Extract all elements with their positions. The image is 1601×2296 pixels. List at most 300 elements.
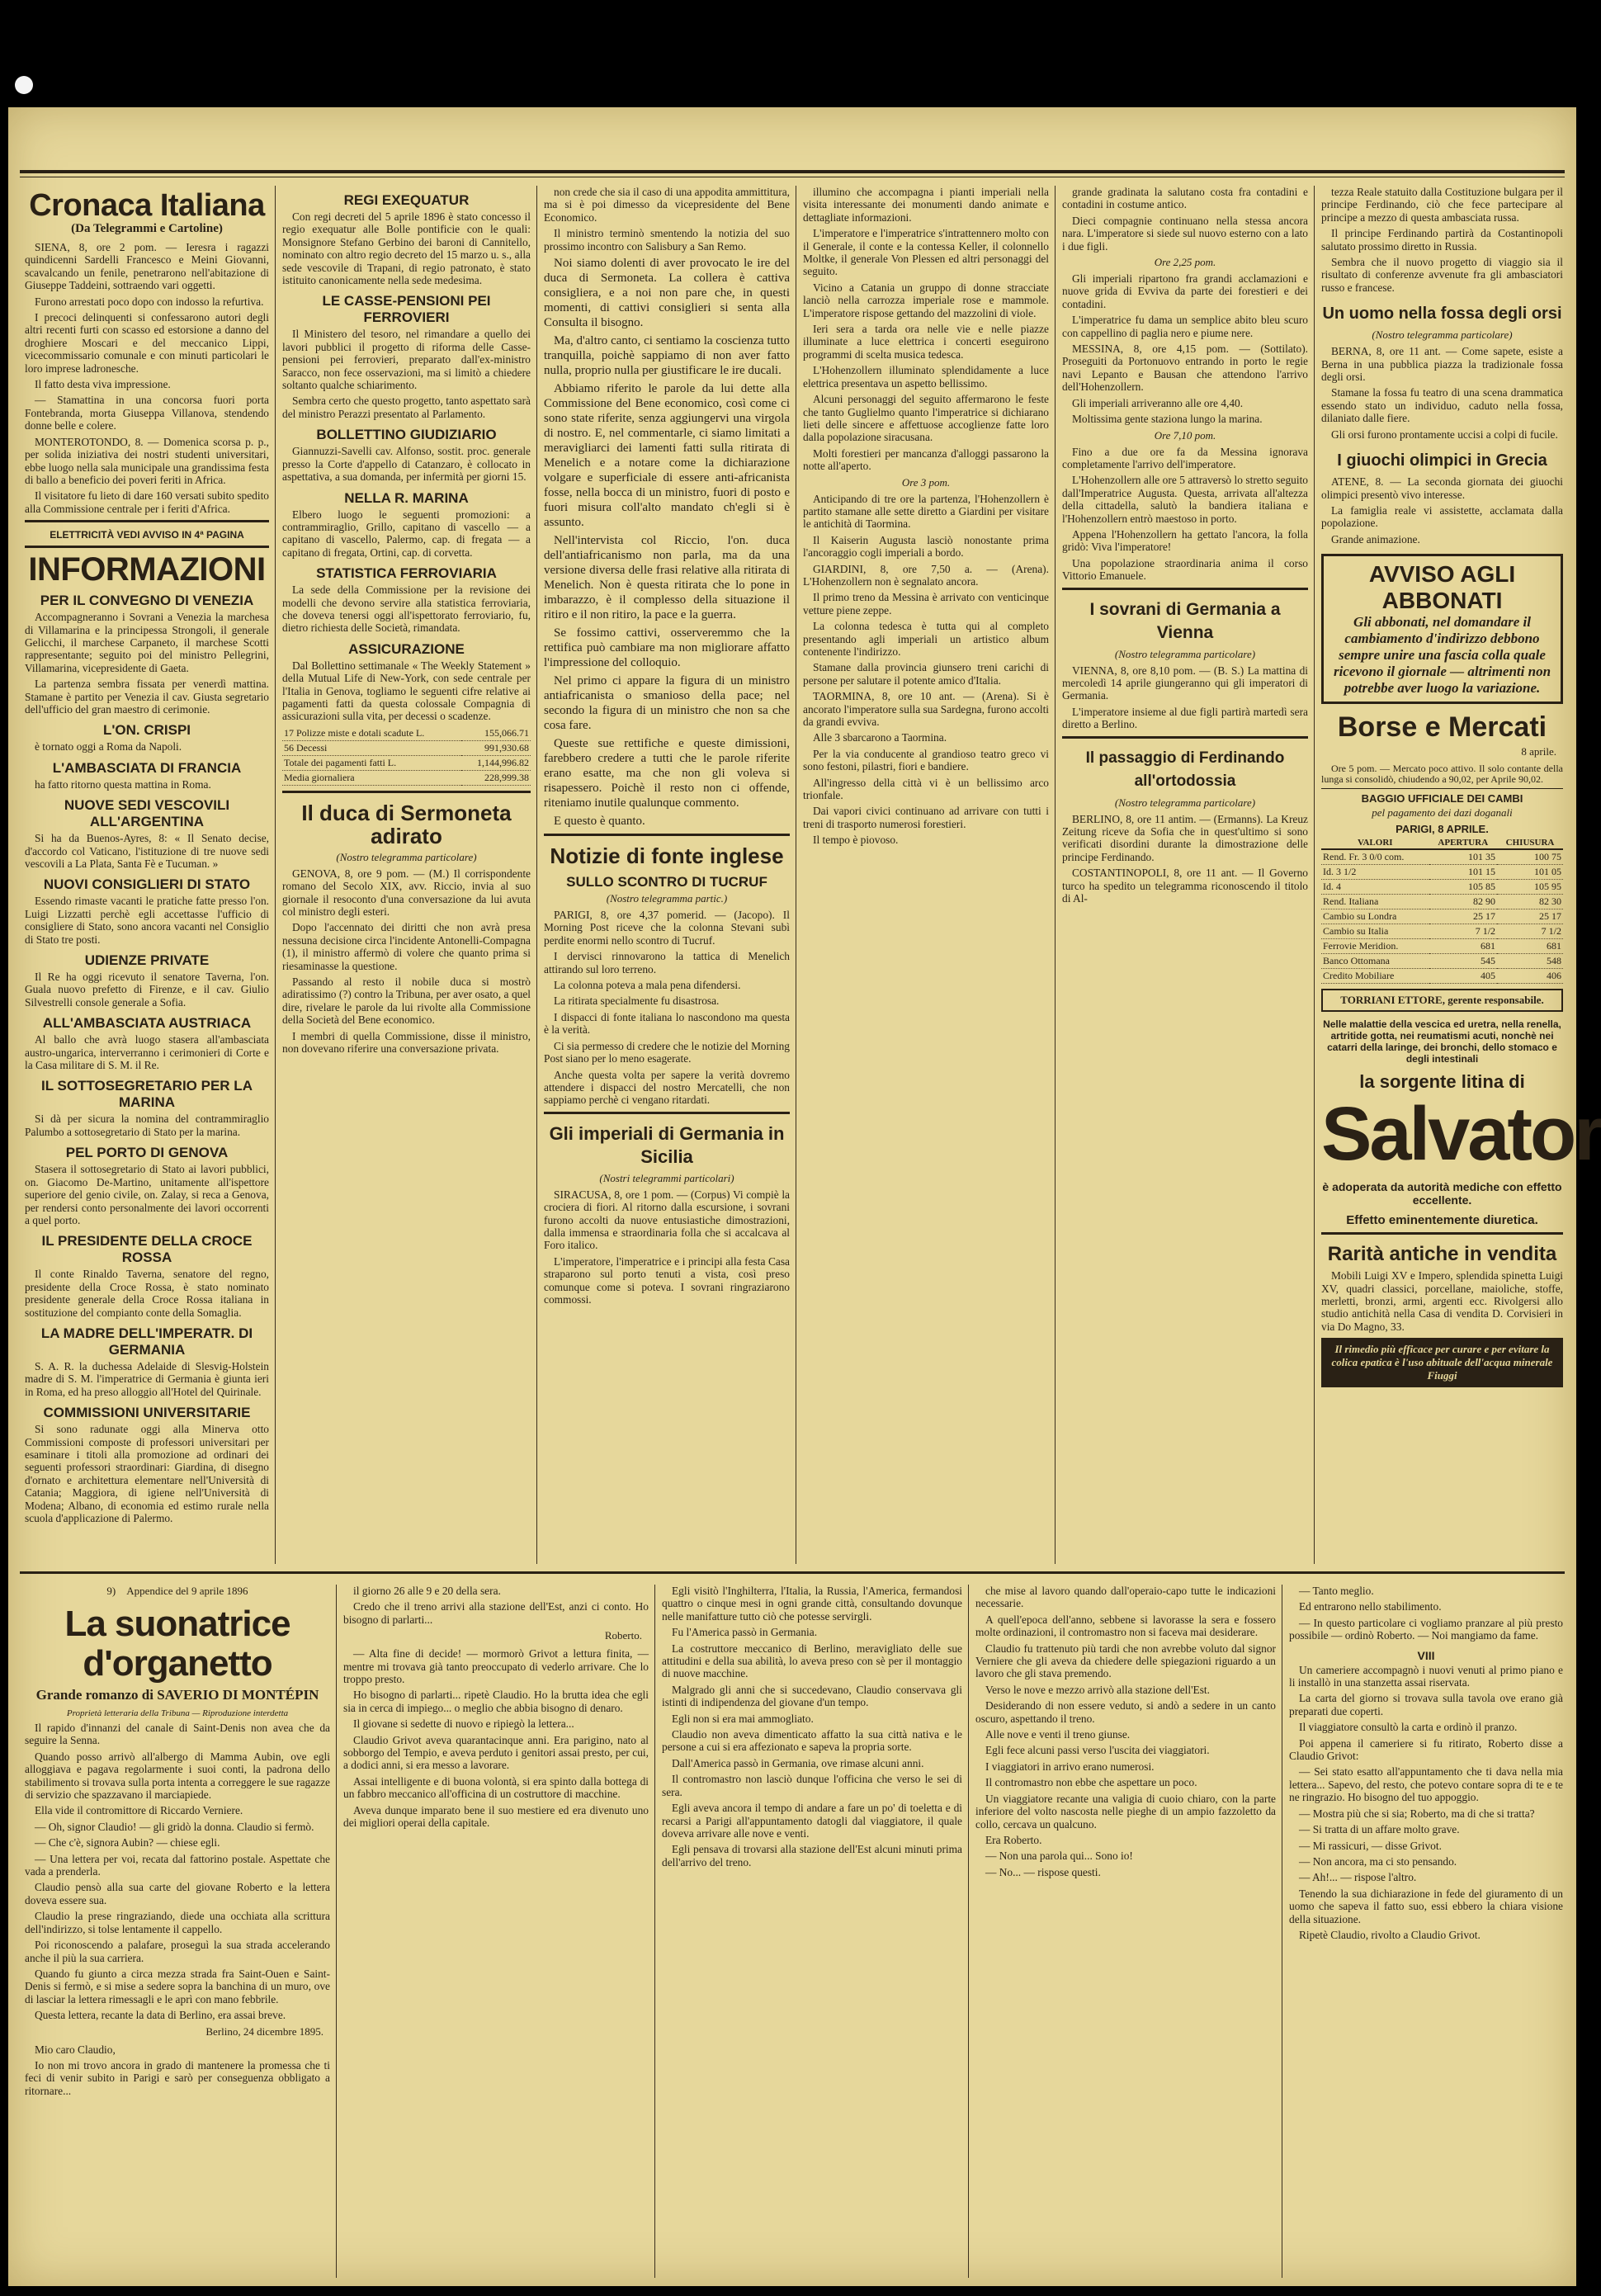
article-text: S. A. R. la duchessa Adelaide di Slesvig-Holstein madre di S. M. l'imperatrice di Germania è giunta ieri in Roma, ed ha preso alloggio all'Hotel del Quirinale. [25, 1359, 269, 1398]
article-text: Gli imperiali ripartono fra grandi acclamazioni e nuove grida di Evviva da parte dei forestieri e dei contadini. [1062, 272, 1308, 310]
article-text: COSTANTINOPOLI, 8, ore 11 ant. — Il Governo turco ha spedito un telegramma riconoscendo il titolo di Al- [1062, 867, 1308, 905]
headline-large: I giuochi olimpici in Grecia [1337, 451, 1547, 470]
article-text: GIARDINI, 8, ore 7,50 a. — (Arena). L'Hohenzollern non è segnalato ancora. [803, 562, 1049, 588]
article-text: Una popolazione straordinaria anima il corso Vittorio Emanuele. [1062, 556, 1308, 583]
serial-text: Io non mi trovo ancora in grado di mantenere la promessa che ti feci di venir subito in Parigi e sarò per conseguenza obbligato a ritornare... [25, 2058, 330, 2097]
headline: L'AMBASCIATA DI FRANCIA [52, 759, 242, 776]
serial-text: Egli non si era mai ammogliato. [672, 1712, 814, 1725]
table-row [1321, 924, 1563, 939]
serial-text: Ella vide il contromittore di Riccardo Verniere. [35, 1804, 243, 1817]
headline: REGI EXEQUATUR [343, 192, 470, 208]
headline-large: Il duca di Sermoneta adirato [301, 800, 512, 848]
article-text: Moltissima gente staziona lungo la marina. [1072, 413, 1263, 426]
article-text: Il visitatore fu lieto di dare 160 versati subito spedito alla Commissione centrale per i feriti d'Africa. [25, 489, 269, 515]
table-cell: 991,930.68 [461, 740, 531, 755]
headline: NUOVE SEDI VESCOVILI ALL'ARGENTINA [64, 797, 230, 830]
article-text: I precoci delinquenti si confessarono autori degli altri recenti furti con scasso ed estorsione a danno del droghiere Moscari e del meccanico Lippi, vicecommissario comunale e con minuti particolari le loro imprese ladronesche. [25, 311, 269, 375]
serial-text: Claudio la prese ringraziando, diede una occhiata alla scrittura dell'indirizzo, si tolse lentamente il cappello. [25, 1910, 330, 1935]
article-text: Vicino a Catania un gruppo di donne stracciate lanciò nella carrozza imperiale rose e mammole. L'imperatore rispose gettando del mazzolini di viole. [803, 281, 1049, 319]
table-cell: 105 95 [1497, 880, 1563, 895]
headline-note: (Nostri telegrammi particolari) [599, 1171, 734, 1184]
serial-text: — Una lettera per voi, recata dal fattorino postale. Aspettate che vada a prenderla. [25, 1852, 330, 1878]
table-header: APERTURA [1429, 837, 1498, 849]
headline: BOLLETTINO GIUDIZIARIO [316, 427, 497, 443]
time-marker: Ore 7,10 pom. [1154, 428, 1216, 442]
article-text: L'imperatore insieme al due figli partirà martedì sera diretto a Berlino. [1062, 705, 1308, 731]
column-4 [798, 186, 1054, 1560]
table-cell: 17 Polizze miste e dotali scadute L. [282, 726, 461, 741]
serial-text: Dall'America passò in Germania, ove rimase alcuni anni. [672, 1756, 924, 1769]
column-6 [1316, 186, 1601, 1560]
article-text: E questo è quanto. [554, 815, 645, 829]
divider [1321, 1232, 1563, 1235]
table-cell: 405 [1429, 969, 1498, 984]
time-marker: Ore 3 pom. [901, 475, 951, 489]
letter-signature: Roberto. [604, 1629, 642, 1642]
article-text: La famiglia reale vi assistette, acclamata dalla popolazione. [1321, 503, 1563, 530]
serial-text: Il viaggiatore consultò la carta e ordinò il pranzo. [1299, 1721, 1518, 1734]
serial-text: Poi appena il cameriere si fu ritirato, Roberto disse a Claudio Grivot: [1289, 1736, 1563, 1763]
article-text: I dispacci di fonte italiana lo nascondono ma questa è la verità. [544, 1010, 790, 1037]
date-label: 8 aprile. [1521, 745, 1556, 758]
ad-rarita-text: Mobili Luigi XV e Impero, splendida spinetta Luigi XV, quadri classici, porcellane, maioliche, stoffe, merletti, bronzi, armi, argenti ecc. Rivolgersi allo studio antichità nella Casa di vendita D. Corvisieri in via Do Magno, 33. [1321, 1269, 1563, 1333]
column-rule [654, 1585, 655, 2278]
serial-title: La suonatrice d'organetto [64, 1604, 290, 1684]
table-header: CHIUSURA [1497, 837, 1563, 849]
column-rule [536, 186, 537, 1564]
serial-text: Era Roberto. [985, 1833, 1042, 1846]
serial-text: Questa lettera, recante la data di Berlino, era assai breve. [35, 2009, 286, 2022]
serial-text: — Che c'è, signora Aubin? — chiese egli. [35, 1836, 220, 1850]
article-text: Abbiamo riferito le parole da lui dette alla Commissione del Bene economico, così come ci sono state riferite, senza aggiungervi una virgola di nostro. E, nel commentarle, ci siamo limitati a meravigliarci dei lamenti fatti sulla ritirata di Menelich e a notare come la dichiarazione volgare e superficiale di essere anti-africanista fosse, nella bocca di un ministro, fuori di posto e fuori misura coll'alto mandato ch'egli si è assunto. [544, 382, 790, 530]
table-row [1321, 895, 1563, 909]
article-text: Ieri sera a tarda ora nelle vie e nelle piazze illuminate a luce elettrica i concerti eseguirono programmi di scelta musica tedesca. [803, 323, 1049, 361]
table-cell: 82 90 [1429, 895, 1498, 909]
column-rule [968, 1585, 969, 2278]
table-row [1321, 954, 1563, 969]
column-cronaca [20, 186, 274, 1560]
article-text: MESSINA, 8, ore 4,15 pom. — (Sottilato). Proseguiti da Portonuovo entrando in porto le regie navi Lepanto e Bausan che attendono l'arrivo dell'Hohenzollern. [1062, 343, 1308, 394]
section-title-cronaca: Cronaca Italiana [29, 188, 265, 223]
serial-text: — Alta fine di decide! — mormorò Grivot a lettura finita, — mentre mi trovava già tanto preoccupato di vederlo arrivare. Che lo troppo presto. [343, 1647, 649, 1686]
divider [25, 520, 269, 522]
exchange-table [1321, 837, 1563, 984]
article-text: Il tempo è piovoso. [813, 834, 899, 847]
divider [25, 546, 269, 548]
serial-text: Quando posso arrivò all'albergo di Mamma Aubin, ove egli alloggiava e pagava regolarmente i suoi conti, la padrona dello stabilimento si trovava sulla porta intenta a correggere le sue ragazze di servizio che spazzavano il marciapiede. [25, 1750, 330, 1802]
headline-note: (Nostro telegramma partic.) [606, 892, 728, 905]
article-text: Stamane dalla provincia giunsero treni carichi di persone per salutare il potente amico d'Italia. [803, 661, 1049, 687]
serial-text: il giorno 26 alle 9 e 20 della sera. [353, 1585, 501, 1597]
article-text: Appena l'Hohenzollern ha gettato l'ancora, la folla gridò: Viva l'imperatore! [1062, 527, 1308, 554]
serial-text: Il rapido d'innanzi del canale di Saint-Denis non avea che da seguire la Senna. [25, 1722, 330, 1747]
column-rule [336, 1585, 337, 2278]
serial-text: La costruttore meccanico di Berlino, meravigliato delle sue attitudini e della sua abilità, lo aveva preso con sè per il montaggio di nuove macchine. [662, 1642, 962, 1680]
divider [1062, 736, 1308, 739]
serial-text: Quando fu giunto a circa mezza strada fra Saint-Ouen e Saint-Denis si fermò, e si mise a sedere sopra la banchina di un muro, ove di lasciar la lettera rimessagli e le aprì con mano febbrile. [25, 1967, 330, 2005]
notice-body: Gli abbonati, nel domandare il cambiamento d'indirizzo debbono sempre unire una fascia colla quale ricevono il giornale — altrimenti non potrebbe aver luogo la variazione. [1333, 614, 1551, 697]
table-row [1321, 939, 1563, 954]
headline: PEL PORTO DI GENOVA [65, 1145, 229, 1161]
section-subtitle: (Da Telegrammi e Cartoline) [71, 222, 223, 235]
column-rule [275, 186, 276, 1564]
article-text: illumino che accompagna i pianti imperiali nella visita interessante dei monumenti dando animate e dettagliate informazioni. [803, 186, 1049, 224]
article-text: Se fossimo cattivi, osserveremmo che la rettifica può cambiare ma non migliorare affatto l'impressione del colloquio. [544, 626, 790, 670]
serial-text: — Mostra più che si sia; Roberto, ma di che si tratta? [1299, 1807, 1535, 1820]
headline-borse: Borse e Mercati [1337, 711, 1547, 744]
serial-text: Desiderando di non essere veduto, si andò a sedere in un canto oscuro, aspettando il treno. [975, 1699, 1276, 1725]
article-text: Si ha da Buenos-Ayres, 8: « Il Senato decise, d'accordo col Vaticano, l'istituzione di tre nuove sedi vescovili a La Plata, Santa Fè e Tucuman. » [25, 832, 269, 870]
serial-text: Claudio Grivot aveva quarantacinque anni. Era parigino, nato al sobborgo del Tempio, e aveva perduto i genitori assai presto, per cui, a dodici anni, si era messo a lavorare. [343, 1733, 649, 1772]
article-text: Noi siamo dolenti di aver provocato le ire del duca di Sermoneta. La collera è cattiva consigliera, e a noi non pare che, in questi momenti, di cattivi consiglieri si senta alla Consulta il bisogno. [544, 257, 790, 330]
divider [1321, 788, 1563, 789]
headline: SULLO SCONTRO DI TUCRUF [566, 874, 767, 891]
article-text: Ci sia permesso di credere che le notizie del Morning Post siano per lo meno esagerate. [544, 1039, 790, 1065]
headline-note: (Nostro telegramma particolare) [1372, 328, 1513, 342]
article-text: Dai vapori civici continuano ad arrivare con tutti i treni di trasporto numerosi forestieri. [803, 805, 1049, 830]
article-text: La partenza sembra fissata per venerdì mattina. Stamane è partito per Venezia il cav. Giusta segretario dell'ufficio del gran maestro di cerimonie. [25, 678, 269, 716]
article-text: Elbero luogo le seguenti promozioni: a contrammiraglio, Grillo, capitano di vascello — a capitano di vascello, Palermo, cap. di fregata — a capitano di fregata, Ortini, cap. di corvetta. [282, 508, 531, 559]
appendix-column-4 [971, 1585, 1281, 2278]
article-text: Gli imperiali arriveranno alle ore 4,40. [1072, 396, 1244, 409]
serial-text: Alle nove e venti il treno giunse. [985, 1728, 1131, 1741]
table-row [1321, 865, 1563, 880]
letter-date: Berlino, 24 dicembre 1895. [205, 2024, 324, 2038]
serial-text: Egli fece alcuni passi verso l'uscita dei viaggiatori. [985, 1744, 1210, 1757]
headline-large: Notizie di fonte inglese [550, 843, 784, 869]
notice-elettricita: ELETTRICITÀ VEDI AVVISO IN 4ª PAGINA [50, 529, 244, 541]
ad-salvator-logo: Salvator [1321, 1092, 1601, 1177]
serial-text: Credo che il treno arrivi alla stazione dell'Est, anzi ci conto. Ho bisogno di parlarti... [343, 1600, 649, 1626]
headline: PARIGI, 8 APRILE. [1396, 823, 1489, 836]
table-cell: 545 [1429, 954, 1498, 969]
ad-salvator-sub: la sorgente litina di [1359, 1071, 1525, 1093]
section-title-informazioni: INFORMAZIONI [28, 551, 266, 588]
article-text: MONTEROTONDO, 8. — Domenica scorsa p. p., per solida iniziativa dei nostri studenti universitari, ebbe luogo nella sala municipale una grandissima festa di ballo a beneficio dei poveri feriti in Africa. [25, 435, 269, 486]
article-text: Dieci compagnie continuano nella stessa ancora nara. L'imperatore si siede sul nuovo esterno con a lato i due figli. [1062, 214, 1308, 253]
divider [544, 834, 790, 836]
article-text: Si sono radunate oggi alla Minerva otto Commissioni composte di professori universitari per esaminare i titoli alla promozione ad ordinari dei seguenti professori straordinari: Giardina, di disegno d'ornato e architettura elementare nell'Università di Catania; Maggiora, di igiene nell'Università di Modena; Albano, di economia ed estimo rurale nella scuola d'applicazione di Palermo. [25, 1423, 269, 1524]
article-text: Il principe Ferdinando partirà da Costantinopoli salutato prossimo diretto in Russia. [1321, 227, 1563, 253]
headline-note: (Nostro telegramma particolare) [1114, 647, 1256, 660]
table-cell: Cambio su Italia [1321, 924, 1429, 939]
serial-rights-note: Proprietà letteraria della Tribuna — Riproduzione interdetta [66, 1708, 289, 1718]
article-text: Per la via conducente al grandioso teatro greco vi sono festoni, pilastri, fiori e bandiere. [803, 747, 1049, 773]
divider [544, 1112, 790, 1114]
article-text: Sembra che il nuovo progetto di viaggio sia il risultato di conferenze avvenute fra gli ambasciatori russo e francese. [1321, 256, 1563, 294]
article-text: Essendo rimaste vacanti le pratiche fatte presso l'on. Luigi Lizzatti perchè egli accettasse l'ufficio di consigliere di Stato, sono ancora vacanti nel Consiglio di Stato tre posti. [25, 895, 269, 946]
article-text: Alcuni personaggi del seguito affermarono le feste che tanto Guglielmo quanto l'imperatrice si dichiarano lieti delle sincere e affettuose accoglienze fatte loro dalla popolazione siracusana. [803, 393, 1049, 444]
article-text: Grande animazione. [1331, 532, 1420, 546]
article-text: ha fatto ritorno questa mattina in Roma. [35, 777, 211, 791]
table-cell: 1,144,996.82 [461, 755, 531, 770]
table-cell: Credito Mobiliare [1321, 969, 1429, 984]
article-text: All'ingresso della città vi è un bellissimo arco trionfale. [803, 776, 1049, 802]
table-cell: 7 1/2 [1429, 924, 1498, 939]
table-cell: 406 [1497, 969, 1563, 984]
table-cell: 25 17 [1497, 909, 1563, 924]
article-text: La colonna poteva a mala pena difendersi. [554, 979, 741, 992]
article-text: BERNA, 8, ore 11 ant. — Come sapete, esiste a Berna in una pubblica piazza la tradizionale fossa degli orsi. [1321, 345, 1563, 384]
table-cell: 100 75 [1497, 849, 1563, 865]
article-text: Stamane la fossa fu teatro di una scena drammatica essendo stato un individuo, caduto nella fossa, dilaniato dalle fiere. [1321, 386, 1563, 425]
article-text: Il fatto desta viva impressione. [35, 378, 171, 391]
article-text: VIENNA, 8, ore 8,10 pom. — (B. S.) La mattina di mercoledì 14 aprile giungeranno qui gli imperatori di Germania. [1062, 664, 1308, 702]
serial-text: Malgrado gli anni che si succedevano, Claudio conservava gli istinti di indipendenza del giovane d'un tempo. [662, 1683, 962, 1709]
table-cell: 101 35 [1429, 849, 1498, 865]
article-text: Furono arrestati poco dopo con indosso la refurtiva. [35, 295, 264, 308]
article-text: Alle 3 sbarcarono a Taormina. [813, 731, 947, 744]
headline: PER IL CONVEGNO DI VENEZIA [40, 593, 254, 609]
headline: LE CASSE-PENSIONI PEI FERROVIERI [322, 293, 491, 326]
article-text: L'Hohenzollern illuminato splendidamente a luce elettrica presentava un aspetto bellissimo. [803, 364, 1049, 390]
headline-note: (Nostro telegramma particolare) [336, 850, 477, 863]
punch-hole-top [15, 76, 33, 94]
serial-text: — Oh, signor Claudio! — gli gridò la donna. Claudio si fermò. [35, 1820, 314, 1833]
serial-text: Poi riconoscendo a palafare, proseguì la sua strada accelerando anche il più la sua carriera. [25, 1939, 330, 1964]
serial-text: Un cameriere accompagnò i nuovi venuti al primo piano e li installò in una stanzetta assai riservata. [1289, 1663, 1563, 1689]
headline: NELLA R. MARINA [344, 489, 469, 506]
headline: IL PRESIDENTE DELLA CROCE ROSSA [41, 1233, 253, 1266]
article-text: Dopo l'accennato dei diritti che non avrà presa nessuna decisione circa l'incidente Antonelli-Compagna (1), il ministro affermò di volere che quanto prima si riesaminasse la questione. [282, 921, 531, 972]
appendix-header [25, 1585, 330, 1598]
serial-text: Aveva dunque imparato bene il suo mestiere ed era divenuto uno dei migliori operai della capitale. [343, 1803, 649, 1830]
article-text: Sembra certo che questo progetto, tanto aspettato sarà del ministro Perazzi presentato al Parlamento. [282, 394, 531, 420]
appendix-column-2 [338, 1585, 654, 2278]
header-rule [20, 170, 1565, 173]
article-text: Queste sue rettifiche e queste dimissioni, farebbero credere a tutti che le parole riferite erano esatte, ma che non gli voleva si risapessero. Poichè il resto non ci offende, riteniamo inutile qualunque commento. [544, 737, 790, 810]
table-row [282, 770, 531, 785]
column-3 [539, 186, 795, 1560]
article-text: Nel primo ci appare la figura di un ministro antiafricanista o smanioso della pace; nel secondo la figura di un ministro che non sa che cosa fare. [544, 674, 790, 733]
table-cell: 681 [1497, 939, 1563, 954]
serial-text: — Ah!... — rispose l'altro. [1299, 1871, 1417, 1884]
article-text: Molti forestieri per mancanza d'alloggi passarono la notte all'aperto. [803, 446, 1049, 473]
serial-text: Egli aveva ancora il tempo di andare a fare un po' di toeletta e di recarsi a Parigi all'appuntamento datogli dal viaggiatore, il quale doveva arrivare alle nove e venti. [662, 1802, 962, 1840]
article-text: Fino a due ore fa da Messina ignorava completamente l'arrivo dell'imperatore. [1062, 445, 1308, 470]
headline: UDIENZE PRIVATE [84, 952, 210, 969]
table-cell: 681 [1429, 939, 1498, 954]
article-text: SIRACUSA, 8, ore 1 pom. — (Corpus) Vi compiè la crociera di fiori. Al ritorno dalla escursione, i sovrani furono accolti da nuove entusiastiche dimostrazioni, dalla immensa e straordinaria folla che si accalcava al Foro italico. [544, 1188, 790, 1252]
article-text: L'Hohenzollern alle ore 5 attraversò lo stretto seguito dall'Imperatrice Augusta. Questa, arrivata all'altezza della cittadella, salutò la bandiera italiana e l'Hohenzollern entrò maestoso in porto. [1062, 474, 1308, 525]
article-text: Nell'intervista col Riccio, l'on. duca dell'antiafricanismo non parla, ma da una versione diversa delle frasi relative alla ritirata di Menelich. Non è questa ritirata che lo pone in imbarazzo, è il complesso della situazione il ritiro e il non ritiro, la pace e la guerra. [544, 534, 790, 622]
serial-text: Il contromastro non lasciò dunque l'officina che verso le sei di sera. [662, 1773, 962, 1798]
table-cell: Cambio su Londra [1321, 909, 1429, 924]
headline-large: Gli imperiali di Germania in Sicilia [549, 1122, 785, 1167]
article-text: Il Kaiserin Augusta lasciò nonostante prima l'ancoraggio cogli imperiali a bordo. [803, 533, 1049, 560]
article-text: Anticipando di tre ore la partenza, l'Hohenzollern è partito stamane alle sette diretto a Giardini per visitare le antichità di Taormina. [803, 492, 1049, 531]
article-text: Gli orsi furono prontamente uccisi a colpi di fucile. [1331, 428, 1558, 441]
article-text: Il conte Rinaldo Taverna, senatore del regno, presidente della Croce Rossa, è stato nominato presidente generale della Croce Rossa italiana in sostituzione del compianto conte della Somaglia. [25, 1268, 269, 1319]
article-text: La sede della Commissione per la revisione dei modelli che devono servire alla statistica ferroviaria, che doveva tenersi oggi all'ispettorato ferroviario, fu, dietro richiesta delle Società, rimandata. [282, 583, 531, 635]
table-cell: Media giornaliera [282, 770, 461, 785]
serial-text: Il contromastro non ebbe che aspettare un poco. [985, 1776, 1197, 1789]
article-text: La ritirata specialmente fu disastrosa. [554, 994, 720, 1008]
divider [1062, 588, 1308, 590]
article-text: non crede che sia il caso di una appodita ammittitura, ma si è poi dimesso da vicepresidente del Bene Economico. [544, 186, 790, 224]
article-text: Ma, d'altro canto, ci sentiamo la coscienza tutto tranquilla, poichè sappiamo di non aver fatto nulla, proprio nulla per giustificare le ire ducali. [544, 334, 790, 378]
chapter-number: VIII [1417, 1648, 1435, 1662]
article-text: Il ministro terminò smentendo la notizia del suo prossimo incontro con Salisbury a San Remo. [544, 227, 790, 253]
serial-text: Un viaggiatore recante una valigia di cuoio chiaro, con la parte inferiore del volto nascosta nelle pieghe di un ampio fazzoletto da collo, cercava un qualcuno. [975, 1792, 1276, 1831]
column-2 [277, 186, 536, 1560]
table-row [282, 726, 531, 741]
divider [282, 791, 531, 793]
article-text: I membri di quella Commissione, disse il ministro, non dovevano riferire una conversazione privata. [282, 1029, 531, 1056]
article-text: SIENA, 8, ore 2 pom. — Ieresra i ragazzi quindicenni Sardelli Francesco e Meini Giovanni, scavalcando un fenile, penetrarono nell'abitazione di Giuseppe Taddeini, sottraendo vari oggetti. [25, 241, 269, 292]
table-cell: 82 30 [1497, 895, 1563, 909]
article-text: Al ballo che avrà luogo stasera all'ambasciata austro-ungarica, interverranno i cerimonieri di Corte e la Casa militare di S. M. il Re. [25, 1033, 269, 1072]
table-cell: 7 1/2 [1497, 924, 1563, 939]
serial-text: — Mi rassicuri, — disse Grivot. [1299, 1839, 1442, 1852]
table-cell: 56 Decessi [282, 740, 461, 755]
table-cell: Rend. Fr. 3 0/0 com. [1321, 849, 1429, 865]
headline: IL SOTTOSEGRETARIO PER LA MARINA [41, 1078, 253, 1111]
serial-text: I viaggiatori in arrivo erano numerosi. [985, 1760, 1155, 1773]
serial-text: — Si tratta di un affare molto grave. [1299, 1823, 1460, 1836]
ad-rarita-title: Rarità antiche in vendita [1327, 1243, 1557, 1266]
ad-fiuggi: Il rimedio più efficace per curare e per evitare la colica epatica è l'uso abituale dell'acqua minerale Fiuggi [1321, 1338, 1563, 1387]
headline-large: Il passaggio di Ferdinando all'ortodossia [1085, 749, 1285, 790]
article-text: Accompagneranno i Sovrani a Venezia la marchesa di Villamarina e la principessa Strongoli, il generale Gelicchi, il marchese Carpaneto, il marchese Scotti rappresentante; seguito poi del ministro Pellegrini, Villamarina, vicepresidente di Gaeta. [25, 611, 269, 674]
time-marker: Ore 2,25 pom. [1154, 256, 1216, 269]
article-text: Il Re ha oggi ricevuto il senatore Taverna, l'on. Guala nuovo prefetto di Firenze, e il cav. Giulio Silvestrelli console generale a Sofia. [25, 971, 269, 1009]
table-row [1321, 969, 1563, 984]
column-rule [1055, 186, 1056, 1564]
headline: BAGGIO UFFICIALE DEI CAMBI [1361, 792, 1523, 805]
table-cell: Rend. Italiana [1321, 895, 1429, 909]
newspaper-page [8, 107, 1601, 2286]
headline: NUOVI CONSIGLIERI DI STATO [43, 876, 251, 893]
serial-text: Tenendo la sua dichiarazione in fede del giuramento di un uomo che sapeva il fatto suo, essi ebbero la chiara visione della situazione. [1289, 1887, 1563, 1925]
table-row [1321, 909, 1563, 924]
serial-text: Ho bisogno di parlarti... ripetè Claudio. Ho la brutta idea che egli sia in cerca di impiego... o meglio che abbia bisogno di denaro. [343, 1689, 649, 1714]
subscribers-notice [1321, 554, 1563, 704]
appendix-column-1 [20, 1585, 335, 2278]
article-text: Passando al resto il nobile duca si mostrò adiratissimo (?) contro la Tribuna, per aver osato, a quel dire, rivelare le parole da lui rivolte alla Commissione della Società del Bene economico. [282, 976, 531, 1027]
article-text: ATENE, 8. — La seconda giornata dei giuochi olimpici presentò vivo interesse. [1321, 475, 1563, 501]
appendix-rule [20, 1571, 1565, 1574]
serial-text: Claudio fu trattenuto più tardi che non avrebbe voluto dal signor Verniere che gli aveva da chiedere delle spiegazioni riguardo a un lavoro che gli stava premendo. [975, 1642, 1276, 1680]
serial-text: A quell'epoca dell'anno, sebbene si lavorasse la sera e fossero molte ordinazioni, il contromastro non si faceva mai desiderare. [975, 1613, 1276, 1639]
table-cell: Id. 4 [1321, 880, 1429, 895]
article-text: Stasera il sottosegretario di Stato ai lavori pubblici, on. Giacomo De-Martino, unitamente all'ispettore superiore del genio civile, on. Zalay, si reca a Genova, per rendersi conto personalmente dei lavori occorrenti a quel porto. [25, 1163, 269, 1226]
table-cell: 228,999.38 [461, 770, 531, 785]
article-text: La colonna tedesca è tutta qui al completo presentando agli imperiali un artistico album contenente l'indirizzo. [803, 620, 1049, 658]
serial-text: Egli visitò l'Inghilterra, l'Italia, la Russia, l'America, fermandosi quattro o cinque mesi in ogni grande città, consultando dovunque nelle manifatture tutto ciò che potesse servirgli. [662, 1585, 962, 1623]
table-row [1321, 849, 1563, 865]
column-rule [1314, 186, 1315, 1564]
serial-text: Claudio pensò alla sua carte del giovane Roberto e la lettera doveva essere sua. [25, 1881, 330, 1906]
article-text: BERLINO, 8, ore 11 antim. — (Ermanns). La Kreuz Zeitung riceve da Sofia che in quest'ultimo si sono verificati disordini durante la dimostrazione delle principe Ferdinando. [1062, 812, 1308, 863]
serial-text: Claudio non aveva dimenticato affatto la sua città nativa e le persone a cui si era affezionato e sapeva la propria sorte. [662, 1728, 962, 1754]
article-text: Il primo treno da Messina è arrivato con venticinque vetture piene zeppe. [803, 591, 1049, 617]
notice-title: AVVISO AGLI ABBONATI [1368, 561, 1516, 614]
table-cell: Banco Ottomana [1321, 954, 1429, 969]
headline-note: (Nostro telegramma particolare) [1114, 796, 1256, 809]
serial-text: Assai intelligente e di buona volontà, si era spinto dalla bottega di un fabbro meccanico all'officina di un costruttore di macchine. [343, 1774, 649, 1801]
table-row [282, 755, 531, 770]
serial-text: — Tanto meglio. [1299, 1585, 1374, 1597]
table-cell: 101 05 [1497, 865, 1563, 880]
ad-salvator-body: Effetto eminentemente diuretica. [1346, 1213, 1538, 1228]
headline: ASSICURAZIONE [348, 640, 465, 657]
article-text: PARIGI, 8, ore 4,37 pomerid. — (Jacopo). Il Morning Post riceve che la colonna Stevani subì perdite enormi nello scontro di Tucruf. [544, 909, 790, 947]
serial-text: — Non una parola qui... Sono io! [985, 1850, 1133, 1863]
article-text: Con regi decreti del 5 aprile 1896 è stato concesso il regio exequatur alle Bolle pontificie con le quali: Monsignore Stefano Gerbino dei baroni di Cannitello, nominato con altro regio decreto del 15 marzo u. s., alla sede vescovile di Trapani, di regio patronato, è stato istituito canonicamente nella sede medesima. [282, 210, 531, 287]
table-cell: 105 85 [1429, 880, 1498, 895]
article-text: Dal Bollettino settimanale « The Weekly Statement » della Mutual Life di New-York, con sede centrale per l'Italia in Genova, togliamo le seguenti cifre relative ai pagamenti fatti da questa colossale Compagnia di assicurazioni sulla vita, per decessi o scadenze. [282, 659, 531, 723]
article-text: I dervisci rinnovarono la tattica di Menelich attirando sul loro terreno. [544, 950, 790, 976]
headline: ALL'AMBASCIATA AUSTRIACA [42, 1015, 252, 1032]
table-cell: 155,066.71 [461, 726, 531, 741]
appendix-column-3 [657, 1585, 967, 2278]
table-header: VALORI [1321, 837, 1429, 849]
article-text: GENOVA, 8, ore 9 pom. — (M.) Il corrispondente romano del Secolo XIX, avv. Riccio, invia al suo giornale il resoconto d'una conversazione da lui avuta col ministro degli esteri. [282, 867, 531, 918]
article-text: tezza Reale statuito dalla Costituzione bulgara per il principe Ferdinando, ciò che fece partecipare al principe a mezzo di questa ambasciata russa. [1321, 186, 1563, 224]
serial-text: La carta del giorno si trovava sulla tavola ove erano già preparati due coperti. [1289, 1692, 1563, 1717]
table-cell: Totale dei pagamenti fatti L. [282, 755, 461, 770]
article-text: Ore 5 pom. — Mercato poco attivo. Il solo contante della lunga si consolidò, chiudendo a 90,02, per Aprile 90,02. [1321, 763, 1563, 786]
payments-table [282, 726, 531, 786]
table-cell: 101 15 [1429, 865, 1498, 880]
column-5 [1057, 186, 1313, 1560]
article-text: Giannuzzi-Savelli cav. Alfonso, sostit. proc. generale presso la Corte d'appello di Catanzaro, è collocato in aspettativa, a sua domanda, per infermità per giorni 15. [282, 445, 531, 484]
table-cell: Ferrovie Meridion. [1321, 939, 1429, 954]
table-header-row [1321, 837, 1563, 849]
article-text: L'imperatore, l'imperatrice e i principi alla festa Casa straparono sul porto tenuti a vista, così preso comunque come si poteva. I sovrani ringraziarono commossi. [544, 1254, 790, 1306]
headline: LA MADRE DELL'IMPERATR. DI GERMANIA [40, 1325, 253, 1358]
article-text: TAORMINA, 8, ore 10 ant. — (Arena). Si è ancorato l'imperatore sulla sua Sardegna, furono accolti da grandi evviva. [803, 690, 1050, 729]
table-row [282, 740, 531, 755]
headline: L'ON. CRISPI [102, 722, 191, 739]
headline-note: pel pagamento dei dazi doganali [1372, 806, 1513, 820]
article-text: è tornato oggi a Roma da Napoli. [35, 740, 182, 754]
headline: COMMISSIONI UNIVERSITARIE [43, 1405, 251, 1421]
appendix-number: 9) [106, 1585, 116, 1597]
article-text: L'imperatrice fu dama un semplice abito bleu scuro con cappellino di paglia nero e piume nere. [1062, 314, 1308, 339]
headline: STATISTICA FERROVIARIA [316, 565, 497, 582]
serial-text: Mio caro Claudio, [35, 2043, 116, 2056]
gerente-line: TORRIANI ETTORE, gerente responsabile. [1321, 989, 1563, 1012]
ad-salvator-intro: Nelle malattie della vescica ed uretra, nella renella, artritide gotta, nei reumatismi acuti, nonchè nei catarri della laringe, dei bronchi, dello stomaco e degli intestinali [1323, 1018, 1561, 1065]
table-cell: Id. 3 1/2 [1321, 865, 1429, 880]
headline-large: Un uomo nella fossa degli orsi [1322, 305, 1562, 324]
serial-text: — In questo particolare ci vogliamo pranzare al più presto possibile — ordinò Roberto. — Noi mangiamo da fame. [1289, 1616, 1563, 1642]
headline-large: I sovrani di Germania a Vienna [1089, 599, 1281, 642]
serial-text: Fu l'America passò in Germania. [672, 1626, 818, 1639]
serial-text: Verso le nove e mezzo arrivò alla stazione dell'Est. [985, 1683, 1210, 1696]
appendix-column-5 [1284, 1585, 1568, 2278]
article-text: Il Ministero del tesoro, nel rimandare a quello dei lavori pubblici il progetto di riforma delle Casse-pensioni pei ferrovieri, preparato dall'ex-ministro Saracco, non fece osservazioni, ma si limitò a chiedere soltanto qualche schiarimento. [282, 328, 531, 392]
table-cell: 25 17 [1429, 909, 1498, 924]
table-cell: 548 [1497, 954, 1563, 969]
article-text: — Stamattina in una concorsa fuori porta Fontebranda, morta Giuseppa Villanova, stendendo donne belle e colere. [25, 394, 269, 432]
article-text: L'imperatore e l'imperatrice s'intrattennero molto con il Generale, il conte e la contessa Keller, il colonnello Moltke, il generale Von Plessen ed altri personaggi del seguito. [803, 227, 1049, 278]
serial-text: Egli pensava di trovarsi alla stazione dell'Est alcuni minuti prima dell'arrivo del treno. [662, 1843, 962, 1868]
serial-text: — Sei stato esatto all'appuntamento che ti dava nella mia lettera... Sapevo, del resto, che potevo contare sopra di te e te ne ringrazio. Ho bisogno del tuo appoggio. [1289, 1765, 1563, 1804]
appendix-date: Appendice del 9 aprile 1896 [126, 1585, 248, 1597]
serial-text: che mise al lavoro quando dall'operaio-capo tutte le indicazioni necessarie. [975, 1585, 1276, 1610]
article-text: Si dà per sicura la nomina del contrammiraglio Palumbo a sottosegretario di Stato per la marina. [25, 1113, 269, 1138]
serial-text: Il giovane si sedette di nuovo e ripiegò la lettera... [353, 1717, 574, 1731]
article-text: Anche questa volta per sapere la verità dovremo attendere i dispacci del nostro Mercatelli, che non sappiamo perchè ci vengano ritardati. [544, 1068, 790, 1107]
table-row [1321, 880, 1563, 895]
article-text: grande gradinata la salutano costa fra contadini e contadini in costume antico. [1062, 186, 1308, 211]
serial-text: Ripetè Claudio, rivolto a Claudio Grivot. [1299, 1928, 1481, 1941]
serial-subtitle: Grande romanzo di SAVERIO DI MONTÉPIN [35, 1687, 319, 1703]
serial-text: — Non ancora, ma ci sto pensando. [1299, 1854, 1457, 1868]
